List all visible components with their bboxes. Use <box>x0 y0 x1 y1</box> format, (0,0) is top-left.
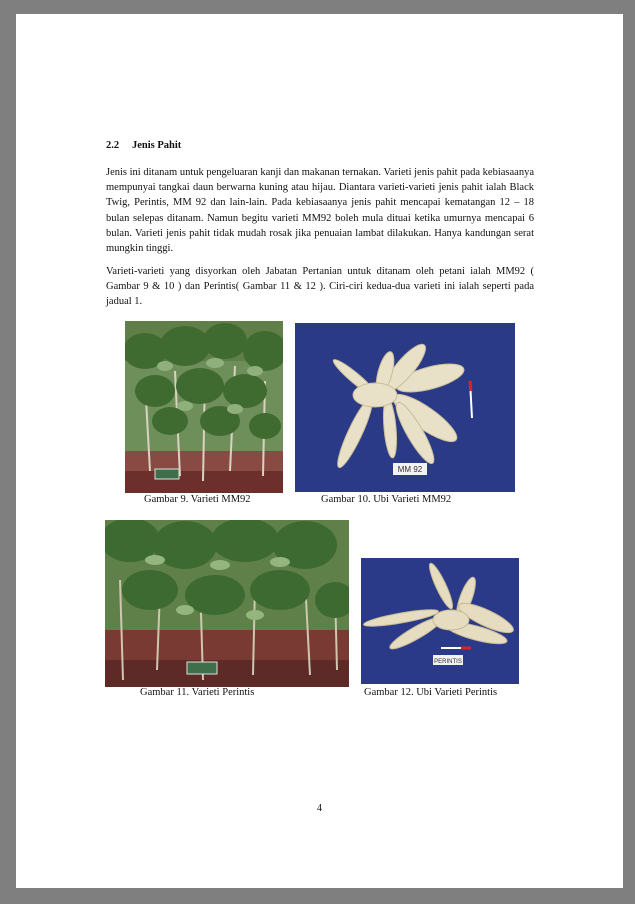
section-title: Jenis Pahit <box>132 140 182 151</box>
section-number: 2.2 <box>106 140 120 151</box>
figure-10-sign: MM 92 <box>397 465 423 474</box>
figure-10-caption: Gambar 10. Ubi Varieti MM92 <box>321 494 452 505</box>
document-page <box>16 14 623 888</box>
figure-9-photo <box>125 321 283 493</box>
figure-9-caption: Gambar 9. Varieti MM92 <box>144 494 251 505</box>
figure-12-caption: Gambar 12. Ubi Varieti Perintis <box>364 687 498 698</box>
figure-11-caption: Gambar 11. Varieti Perintis <box>140 687 255 698</box>
figure-11-photo <box>105 520 349 687</box>
section-heading <box>106 140 181 151</box>
figure-12-sign: PERINTIS <box>434 659 462 665</box>
paragraph-intro: Jenis ini ditanam untuk pengeluaran kanji dan makanan ternakan. Varieti jenis pahit pada kebiasaanya mempunyai tangkai daun berwarna kuning atau hijau. Diantara varieti-varieti jenis pahit ialah Black Twig, Perintis, MM 92 dan lain-lain. Pada kebiasaanya jenis pahit mencapai kematangan 12 – 18 bulan selepas ditanam. Namun begitu varieti MM92 boleh mula dituai ketika umurnya mencapai 6 bulan. Varieti jenis pahit tidak mudah rosak jika penuaian lambat dilakukan. Hanya kandungan serat mungkin tinggi. <box>106 167 534 255</box>
page-number: 4 <box>317 803 322 814</box>
paragraph-varieties: Varieti-varieti yang disyorkan oleh Jabatan Pertanian untuk ditanam oleh petani ialah MM92 ( Gambar 9 & 10 ) dan Perintis( Gambar 11 & 12 ). Ciri-ciri kedua-dua varieti ini ialah seperti pada jadual 1. <box>106 266 534 308</box>
figure-10-photo <box>295 323 515 492</box>
figure-12-photo <box>361 558 519 684</box>
